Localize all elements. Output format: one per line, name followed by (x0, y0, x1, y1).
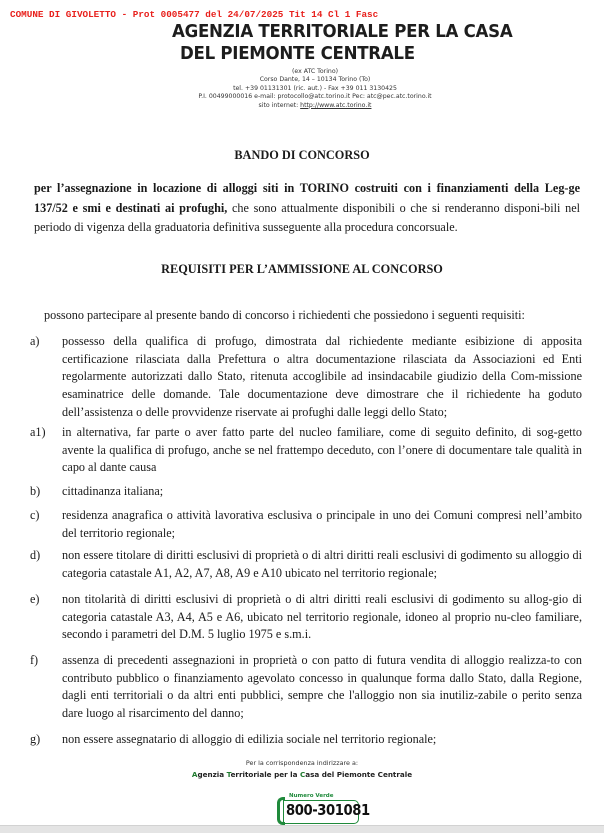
agency-address: Corso Dante, 14 – 10134 Torino (To) (259, 76, 371, 84)
requirement-item-c (30, 507, 582, 542)
agency-word: genzia (197, 770, 227, 779)
requirement-item-a1 (30, 424, 582, 477)
requirement-text: non titolarità di diritti esclusivi di proprietà o di altri diritti reali esclusivi di godimento su allog-gio di categoria catastale A3, A4, A5 e A6, ubicato nel territorio regionale, idoneo al proprio nu-cleo familiare, secondo i parametri del D.M. 5 luglio 1975 e s.m.i. (62, 592, 582, 642)
requirement-text: non essere assegnatario di alloggio di edilizia sociale nel territorio regionale; (62, 732, 437, 746)
toll-free-number: 800-301081 (286, 801, 370, 819)
former-name: (ex ATC Torino) (291, 68, 339, 75)
agency-title-line1: AGENZIA TERRITORIALE PER LA CASA (172, 22, 513, 42)
agency-contact-info (150, 68, 480, 110)
toll-free-label: Numero Verde (289, 793, 334, 799)
requirement-text: assenza di precedenti assegnazioni in proprietà o con patto di futura vendita di alloggio realizza-to con contributo pubblico o finanziamento agevolato concesso in qualunque forma dallo Stato, dalla Regione, dagli enti territoriali o da altri enti pubblici, sempre che l'alloggio non sia inutiliz-zabile o perito senza dare luogo al risarcimento del danno; (62, 653, 582, 721)
requirement-label: f) (30, 653, 39, 667)
website-link[interactable]: http://www.atc.torino.it (300, 101, 372, 109)
viewer-bottom-edge (0, 825, 604, 833)
correspondence-label: Per la corrispondenza indirizzare a: (245, 759, 359, 767)
requirement-item-g (30, 731, 582, 749)
agency-phone-fax: tel. +39 01131301 (ric. aut.) - Fax +39 011 3130425 (233, 84, 397, 92)
requirement-text: non essere titolare di diritti esclusivi di proprietà o di altri diritti reali esclusivi di godimento su alloggio di categoria catastale A1, A2, A7, A8, A9 e A10 ubicato nel territorio regionale; (62, 548, 582, 580)
requirement-text: possesso della qualifica di profugo, dimostrata dal richiedente mediante esibizione di apposita certificazione rilasciata dalla Prefettura o altra documentazione rilasciata da Associazioni ed Enti regolarmente autorizzati dallo Stato, ritenuta accoglibile ad insindacabile giudizio della Com-missione esaminatrice delle domande. Tale documentazione deve dimostrare che il richiedente ha goduto dell’assistenza o delle provvidenze riservate ai profughi dalle leggi dello Stato; (62, 334, 582, 419)
requirement-label: e) (30, 592, 40, 606)
requirement-label: a) (30, 334, 40, 348)
requirement-item-a (30, 333, 582, 422)
requirements-title: REQUISITI PER L’AMMISSIONE AL CONCORSO (161, 262, 443, 276)
requirement-label: b) (30, 484, 41, 498)
territoriale-words: erritoriale per la (230, 770, 300, 779)
intro-text: che sono attualmente disponibili o che si renderanno disponi-bili nel periodo di vigenza della graduatoria definitiva susseguente alla procedura concorsuale. (34, 200, 580, 235)
requirement-label: c) (30, 508, 40, 522)
requirement-text: residenza anagrafica o attività lavorativa esclusiva o principale in uno dei Comuni compresi nell’ambito del territorio regionale; (62, 508, 582, 540)
requirement-item-b (30, 483, 582, 501)
requirement-text: in alternativa, far parte o aver fatto parte del nucleo familiare, come di seguito definito, di sog-getto avente la qualifica di profugo, anche se nel frattempo deceduto, con l’onere di documentare tale qualità in capo al dante causa (62, 425, 582, 475)
requirement-item-f (30, 652, 582, 723)
protocol-stamp: COMUNE DI GIVOLETTO - Prot 0005477 del 24/07/2025 Tit 14 Cl 1 Fasc (10, 9, 379, 20)
intro-bold-text: per l’assegnazione in locazione di alloggi siti in TORINO costruiti con i finanziamenti della Leg-ge 137/52 e smi e destinati ai profughi, (34, 181, 580, 215)
agency-vat-email: P.I. 00499000016 e-mail: protocollo@atc.torino.it Pec: atc@pec.atc.torino.it (198, 93, 432, 101)
intro-paragraph (34, 179, 580, 238)
initial-t: T (226, 770, 231, 779)
requirements-lead: possono partecipare al presente bando di concorso i richiedenti che possiedono i seguenti requisiti: (44, 308, 525, 322)
agency-website-line (150, 102, 480, 110)
correspondence-agency-name (0, 770, 604, 779)
requirement-label: a1) (30, 425, 46, 439)
requirement-item-e (30, 591, 582, 644)
requirement-text: cittadinanza italiana; (62, 484, 164, 498)
requirement-item-d (30, 547, 582, 582)
website-label: sito internet: (258, 101, 301, 109)
requirement-label: d) (30, 548, 41, 562)
initial-c: C (299, 770, 306, 779)
toll-free-number-badge (277, 793, 370, 826)
initial-a: A (191, 770, 198, 779)
requirement-label: g) (30, 732, 41, 746)
casa-words: asa del Piemonte Centrale (305, 770, 413, 779)
agency-title-line2: DEL PIEMONTE CENTRALE (180, 44, 415, 64)
document-title: BANDO DI CONCORSO (234, 148, 370, 162)
